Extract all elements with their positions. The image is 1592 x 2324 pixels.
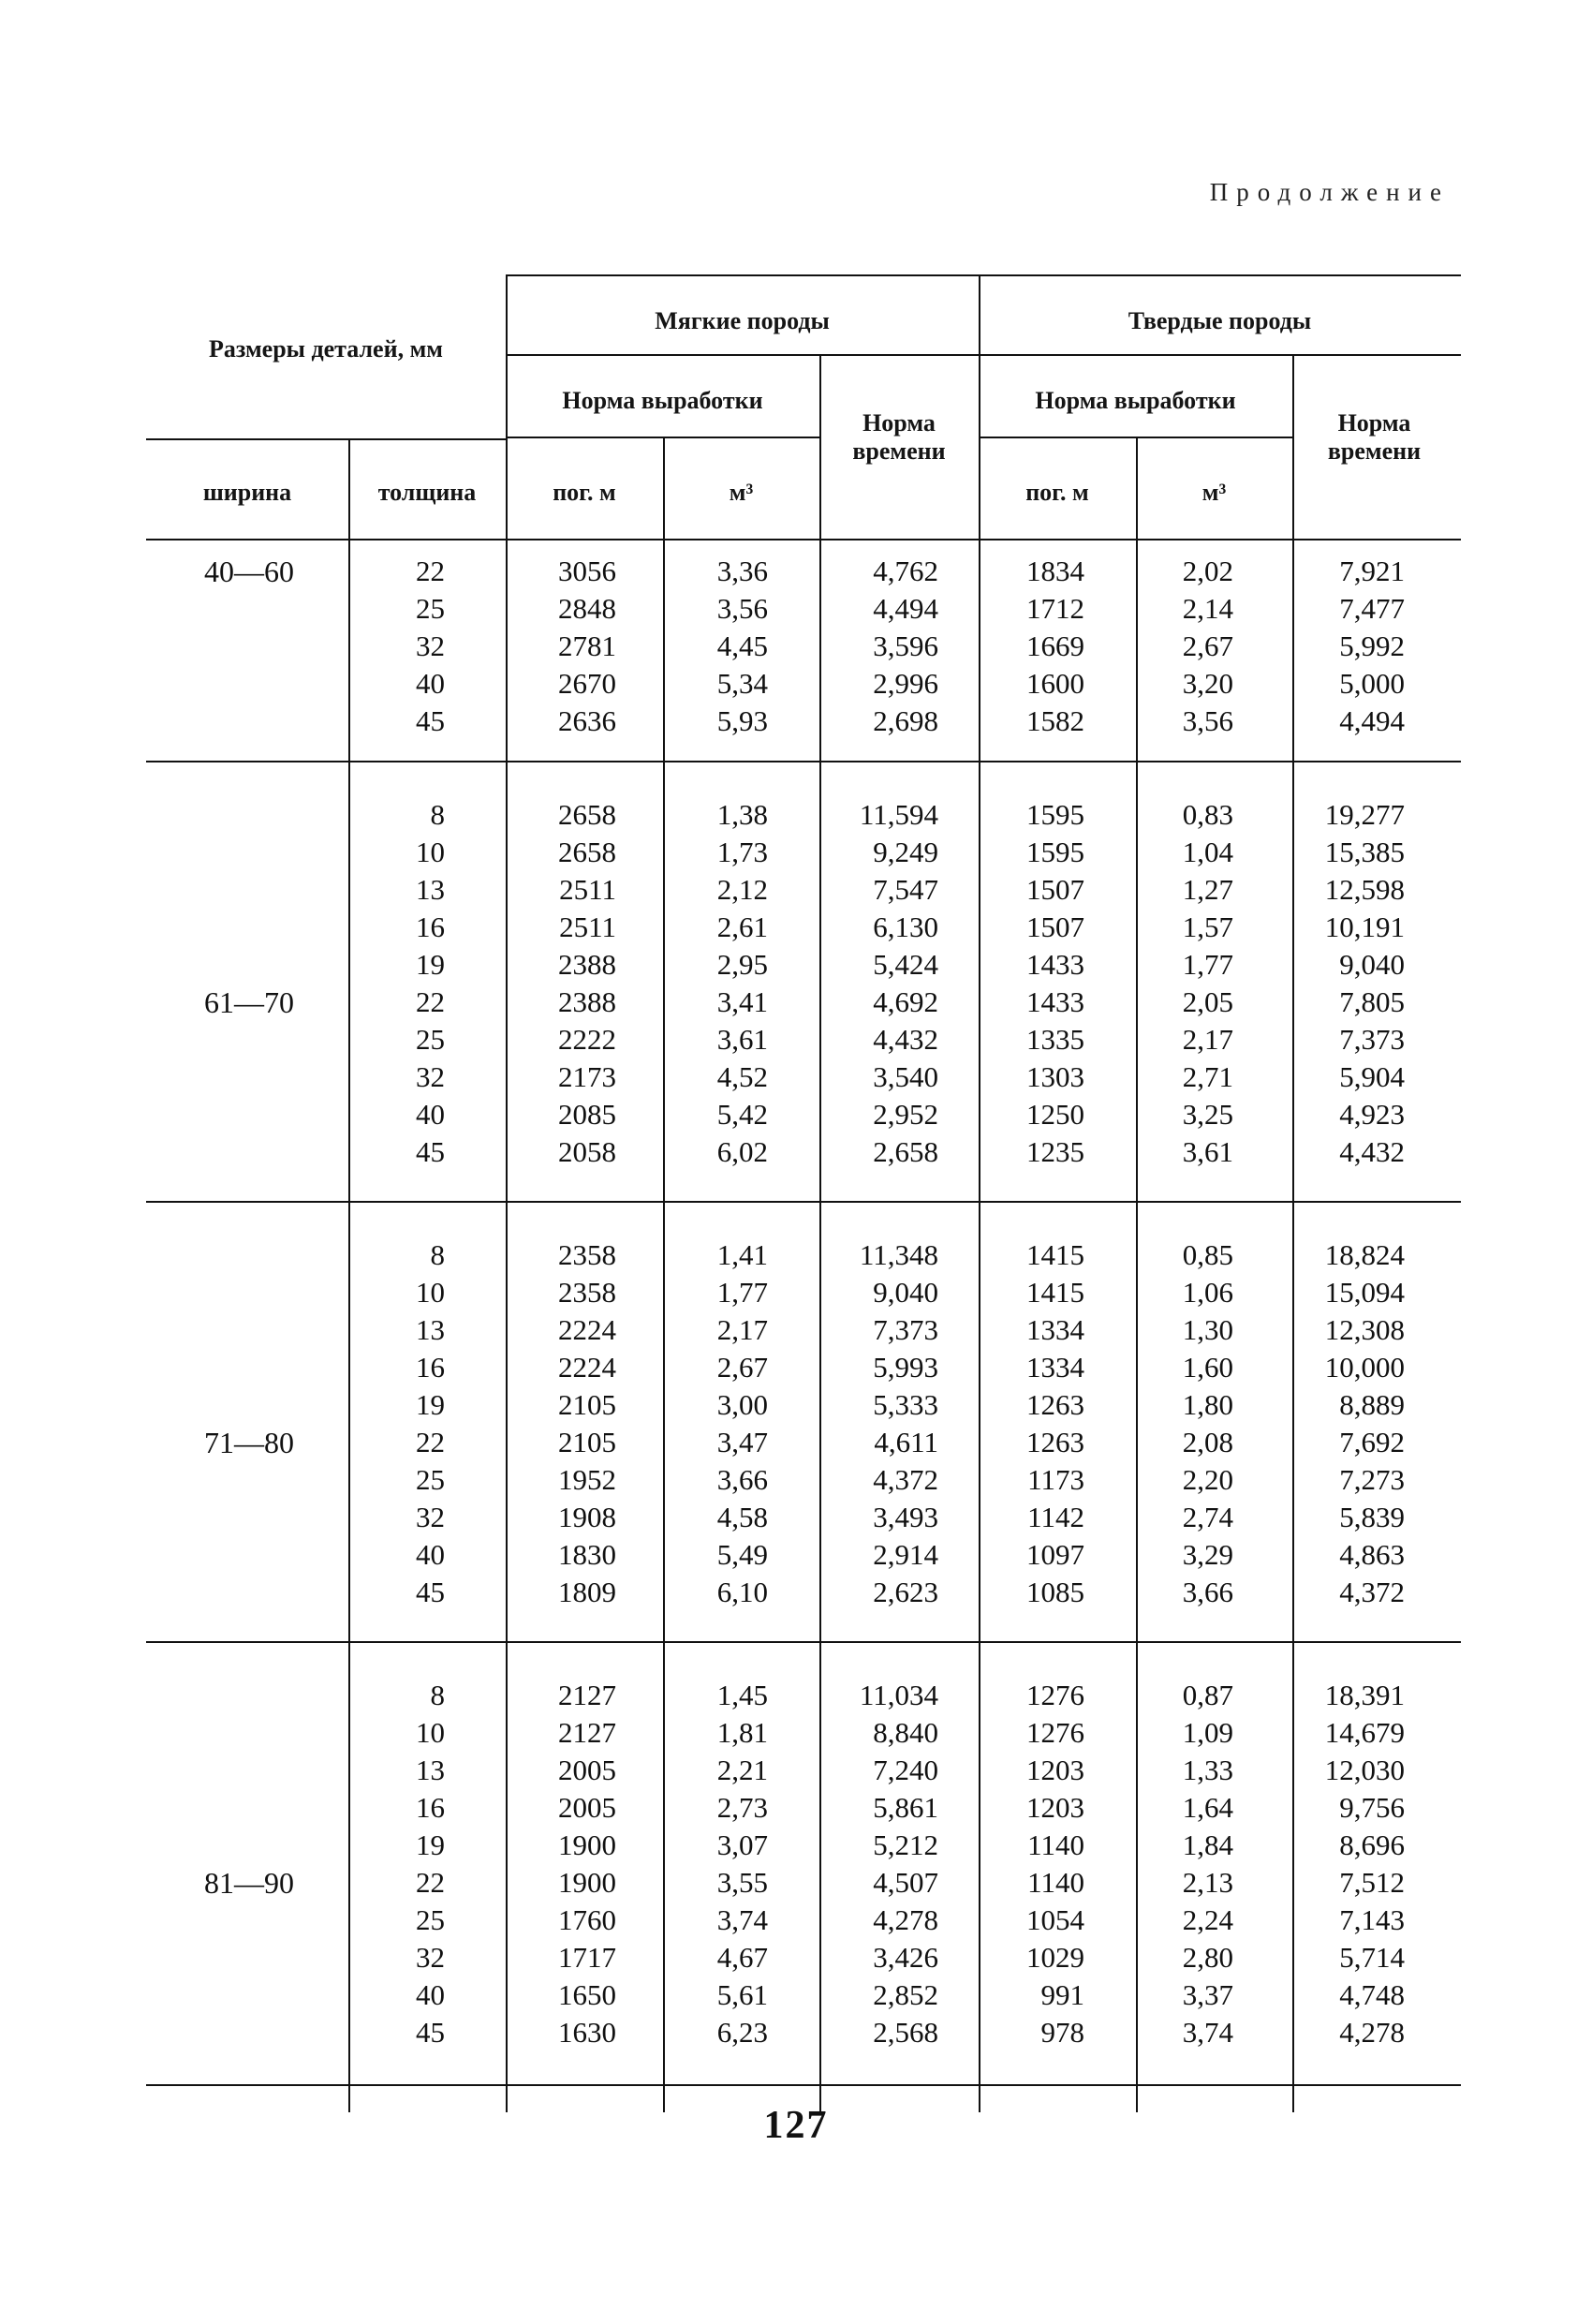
cell-hard-m3: 2,80: [1182, 1941, 1233, 1974]
cell-soft-pm: 1717: [558, 1941, 616, 1974]
cell-soft-time: 7,240: [873, 1754, 938, 1786]
cell-soft-m3: 5,34: [716, 667, 768, 700]
cell-soft-time: 6,130: [873, 910, 938, 943]
cell-soft-m3: 5,42: [716, 1098, 768, 1131]
page-number: 127: [763, 2104, 829, 2147]
cell-soft-pm: 2511: [559, 910, 616, 943]
cell-hard-m3: 2,20: [1182, 1463, 1233, 1496]
cell-hard-m3: 3,37: [1182, 1978, 1233, 2011]
cell-soft-pm: 2511: [559, 873, 616, 906]
cell-hard-time: 7,273: [1339, 1463, 1405, 1496]
cell-thickness: 19: [416, 1828, 445, 1861]
cell-hard-time: 12,598: [1324, 873, 1405, 906]
cell-hard-time: 10,191: [1324, 910, 1405, 943]
cell-hard-pm: 978: [1040, 2016, 1084, 2049]
cell-thickness: 13: [416, 1313, 445, 1346]
cell-soft-time: 2,852: [873, 1978, 938, 2011]
cell-hard-time: 5,839: [1339, 1501, 1405, 1533]
group-width-label: 40—60: [204, 555, 294, 588]
header-mid-rule: [506, 354, 1461, 356]
cell-soft-pm: 2658: [558, 798, 616, 831]
cell-hard-pm: 1507: [1026, 873, 1084, 906]
cell-hard-m3: 1,04: [1182, 836, 1233, 868]
cell-soft-m3: 1,41: [716, 1238, 768, 1271]
cell-hard-m3: 2,14: [1182, 592, 1233, 625]
cell-hard-time: 7,143: [1339, 1903, 1405, 1936]
cell-thickness: 40: [416, 1538, 445, 1571]
cell-hard-time: 4,278: [1339, 2016, 1405, 2049]
cell-soft-m3: 3,07: [716, 1828, 768, 1861]
cell-soft-time: 4,372: [873, 1463, 938, 1496]
cell-thickness: 16: [416, 1791, 445, 1824]
header-soft-time: Норма времени: [852, 409, 946, 465]
cell-hard-pm: 1507: [1026, 910, 1084, 943]
cell-hard-time: 7,921: [1339, 555, 1405, 587]
cell-thickness: 10: [416, 1716, 445, 1749]
cell-soft-time: 7,547: [873, 873, 938, 906]
cell-soft-pm: 2658: [558, 836, 616, 868]
column-rule: [348, 438, 350, 2112]
cell-soft-time: 3,426: [873, 1941, 938, 1974]
cell-hard-time: 7,512: [1339, 1866, 1405, 1899]
cell-hard-m3: 2,02: [1182, 555, 1233, 587]
cell-hard-m3: 3,74: [1182, 2016, 1233, 2049]
cell-hard-time: 19,277: [1324, 798, 1405, 831]
column-rule: [663, 437, 665, 2112]
cell-soft-m3: 3,41: [716, 985, 768, 1018]
group-separator-rule: [146, 1201, 1461, 1203]
cell-soft-pm: 1900: [558, 1828, 616, 1861]
cell-soft-time: 3,596: [873, 629, 938, 662]
cell-soft-pm: 2105: [558, 1388, 616, 1421]
cell-soft-m3: 6,02: [716, 1135, 768, 1168]
cell-thickness: 45: [416, 1135, 445, 1168]
column-rule: [1136, 437, 1138, 2112]
cell-thickness: 22: [416, 1426, 445, 1458]
cell-hard-time: 7,805: [1339, 985, 1405, 1018]
cell-hard-m3: 3,29: [1182, 1538, 1233, 1571]
cell-hard-m3: 3,25: [1182, 1098, 1233, 1131]
cell-hard-m3: 0,85: [1182, 1238, 1233, 1271]
cell-soft-pm: 2127: [558, 1716, 616, 1749]
cell-thickness: 25: [416, 1023, 445, 1056]
cell-hard-m3: 1,27: [1182, 873, 1233, 906]
cell-hard-pm: 1263: [1026, 1426, 1084, 1458]
cell-hard-m3: 1,60: [1182, 1351, 1233, 1384]
cell-hard-pm: 1433: [1026, 985, 1084, 1018]
cell-hard-time: 9,756: [1339, 1791, 1405, 1824]
cell-hard-time: 5,992: [1339, 629, 1405, 662]
cell-thickness: 16: [416, 910, 445, 943]
cell-hard-time: 4,923: [1339, 1098, 1405, 1131]
cell-soft-time: 8,840: [873, 1716, 938, 1749]
cell-hard-pm: 1334: [1026, 1351, 1084, 1384]
cell-hard-time: 5,904: [1339, 1060, 1405, 1093]
cell-soft-m3: 3,61: [716, 1023, 768, 1056]
cell-hard-m3: 1,64: [1182, 1791, 1233, 1824]
cell-soft-m3: 1,38: [716, 798, 768, 831]
cell-hard-m3: 2,08: [1182, 1426, 1233, 1458]
column-rule: [1292, 354, 1294, 2112]
cell-thickness: 13: [416, 873, 445, 906]
cell-thickness: 10: [416, 1276, 445, 1309]
cell-soft-m3: 2,12: [716, 873, 768, 906]
column-rule: [506, 274, 508, 2112]
cell-soft-time: 11,034: [859, 1679, 938, 1711]
cell-hard-m3: 1,80: [1182, 1388, 1233, 1421]
cell-hard-time: 7,477: [1339, 592, 1405, 625]
group-width-label: 81—90: [204, 1866, 294, 1900]
cell-hard-pm: 1334: [1026, 1313, 1084, 1346]
cell-soft-time: 4,432: [873, 1023, 938, 1056]
cell-soft-m3: 3,55: [716, 1866, 768, 1899]
cell-soft-time: 4,494: [873, 592, 938, 625]
cell-soft-m3: 5,61: [716, 1978, 768, 2011]
cell-hard-pm: 1415: [1026, 1238, 1084, 1271]
column-rule: [819, 354, 821, 2112]
cell-soft-time: 5,424: [873, 948, 938, 981]
cell-thickness: 45: [416, 1576, 445, 1608]
cell-hard-m3: 2,13: [1182, 1866, 1233, 1899]
cell-hard-time: 4,494: [1339, 704, 1405, 737]
header-hard-m3: м³: [1201, 479, 1227, 506]
cell-hard-pm: 1595: [1026, 836, 1084, 868]
cell-soft-pm: 1952: [558, 1463, 616, 1496]
cell-hard-pm: 1203: [1026, 1791, 1084, 1824]
cell-thickness: 22: [416, 985, 445, 1018]
cell-hard-m3: 2,24: [1182, 1903, 1233, 1936]
cell-soft-pm: 2222: [558, 1023, 616, 1056]
cell-hard-time: 4,372: [1339, 1576, 1405, 1608]
cell-soft-time: 2,996: [873, 667, 938, 700]
cell-soft-pm: 2173: [558, 1060, 616, 1093]
cell-hard-m3: 1,57: [1182, 910, 1233, 943]
cell-hard-pm: 1250: [1026, 1098, 1084, 1131]
cell-soft-pm: 2127: [558, 1679, 616, 1711]
cell-hard-time: 12,308: [1324, 1313, 1405, 1346]
cell-hard-pm: 991: [1040, 1978, 1084, 2011]
cell-thickness: 32: [416, 629, 445, 662]
cell-soft-m3: 2,95: [716, 948, 768, 981]
cell-hard-pm: 1097: [1026, 1538, 1084, 1571]
cell-hard-time: 15,094: [1324, 1276, 1405, 1309]
cell-hard-pm: 1595: [1026, 798, 1084, 831]
cell-hard-pm: 1140: [1027, 1828, 1084, 1861]
cell-hard-m3: 3,66: [1182, 1576, 1233, 1608]
cell-soft-pm: 3056: [558, 555, 616, 587]
header-width: ширина: [202, 479, 292, 506]
cell-soft-pm: 2224: [558, 1313, 616, 1346]
cell-hard-pm: 1203: [1026, 1754, 1084, 1786]
cell-soft-m3: 2,73: [716, 1791, 768, 1824]
group-width-label: 71—80: [204, 1426, 294, 1459]
cell-soft-pm: 1900: [558, 1866, 616, 1899]
cell-soft-m3: 2,21: [716, 1754, 768, 1786]
cell-hard-pm: 1276: [1026, 1679, 1084, 1711]
header-sizes: Размеры деталей, мм: [208, 335, 443, 363]
header-subrule-left: [146, 438, 506, 440]
cell-hard-m3: 1,84: [1182, 1828, 1233, 1861]
cell-thickness: 19: [416, 1388, 445, 1421]
cell-soft-m3: 3,00: [716, 1388, 768, 1421]
cell-hard-m3: 1,06: [1182, 1276, 1233, 1309]
continuation-label: Продолжение: [1209, 178, 1450, 206]
cell-hard-pm: 1600: [1026, 667, 1084, 700]
cell-soft-m3: 6,10: [716, 1576, 768, 1608]
cell-hard-time: 7,692: [1339, 1426, 1405, 1458]
cell-soft-time: 4,692: [873, 985, 938, 1018]
cell-thickness: 40: [416, 667, 445, 700]
cell-soft-pm: 1760: [558, 1903, 616, 1936]
cell-soft-m3: 1,81: [716, 1716, 768, 1749]
group-separator-rule: [146, 1641, 1461, 1643]
cell-soft-pm: 2388: [558, 948, 616, 981]
cell-hard-time: 4,748: [1339, 1978, 1405, 2011]
cell-thickness: 25: [416, 1903, 445, 1936]
cell-hard-pm: 1263: [1026, 1388, 1084, 1421]
cell-soft-m3: 3,74: [716, 1903, 768, 1936]
cell-hard-pm: 1335: [1026, 1023, 1084, 1056]
cell-soft-time: 4,611: [874, 1426, 938, 1458]
cell-soft-m3: 4,58: [716, 1501, 768, 1533]
cell-soft-pm: 2358: [558, 1276, 616, 1309]
cell-soft-pm: 1908: [558, 1501, 616, 1533]
cell-hard-pm: 1303: [1026, 1060, 1084, 1093]
group-separator-rule: [146, 2084, 1461, 2086]
cell-hard-time: 7,373: [1339, 1023, 1405, 1056]
cell-soft-m3: 5,49: [716, 1538, 768, 1571]
cell-hard-m3: 1,09: [1182, 1716, 1233, 1749]
cell-soft-pm: 2781: [558, 629, 616, 662]
cell-soft-time: 11,594: [859, 798, 938, 831]
cell-thickness: 22: [416, 1866, 445, 1899]
cell-thickness: 25: [416, 592, 445, 625]
cell-soft-time: 9,040: [873, 1276, 938, 1309]
cell-soft-pm: 2085: [558, 1098, 616, 1131]
cell-soft-pm: 2848: [558, 592, 616, 625]
header-soft-m3: м³: [729, 479, 754, 506]
cell-soft-pm: 2670: [558, 667, 616, 700]
cell-soft-m3: 3,56: [716, 592, 768, 625]
cell-soft-m3: 1,77: [716, 1276, 768, 1309]
cell-soft-pm: 2005: [558, 1791, 616, 1824]
cell-soft-pm: 2058: [558, 1135, 616, 1168]
cell-soft-pm: 2224: [558, 1351, 616, 1384]
cell-thickness: 32: [416, 1501, 445, 1533]
cell-hard-pm: 1582: [1026, 704, 1084, 737]
cell-thickness: 10: [416, 836, 445, 868]
cell-soft-pm: 1830: [558, 1538, 616, 1571]
cell-soft-time: 2,952: [873, 1098, 938, 1131]
header-bottom-rule: [146, 539, 1461, 540]
cell-soft-time: 4,507: [873, 1866, 938, 1899]
cell-thickness: 8: [430, 1679, 445, 1711]
cell-thickness: 32: [416, 1060, 445, 1093]
cell-hard-m3: 1,77: [1182, 948, 1233, 981]
cell-hard-time: 18,391: [1324, 1679, 1405, 1711]
column-rule: [979, 274, 980, 2112]
cell-hard-pm: 1235: [1026, 1135, 1084, 1168]
cell-soft-m3: 4,45: [716, 629, 768, 662]
header-soft-species: Мягкие породы: [655, 307, 830, 334]
cell-soft-pm: 2358: [558, 1238, 616, 1271]
header-hard-output: Норма выработки: [1035, 387, 1236, 414]
cell-soft-time: 3,493: [873, 1501, 938, 1533]
group-width-label: 61—70: [204, 985, 294, 1019]
cell-soft-pm: 1630: [558, 2016, 616, 2049]
cell-soft-m3: 2,61: [716, 910, 768, 943]
cell-hard-pm: 1669: [1026, 629, 1084, 662]
cell-hard-m3: 3,56: [1182, 704, 1233, 737]
cell-soft-m3: 2,67: [716, 1351, 768, 1384]
cell-thickness: 8: [430, 1238, 445, 1271]
cell-hard-pm: 1433: [1026, 948, 1084, 981]
cell-hard-time: 12,030: [1324, 1754, 1405, 1786]
cell-hard-pm: 1712: [1026, 592, 1084, 625]
group-separator-rule: [146, 761, 1461, 762]
cell-thickness: 40: [416, 1978, 445, 2011]
cell-hard-time: 5,000: [1339, 667, 1405, 700]
cell-soft-m3: 3,36: [716, 555, 768, 587]
cell-soft-time: 5,861: [873, 1791, 938, 1824]
cell-soft-time: 2,623: [873, 1576, 938, 1608]
cell-hard-pm: 1173: [1027, 1463, 1084, 1496]
header-soft-pm: пог. м: [553, 479, 616, 506]
cell-soft-time: 2,914: [873, 1538, 938, 1571]
cell-thickness: 45: [416, 704, 445, 737]
cell-hard-m3: 1,33: [1182, 1754, 1233, 1786]
cell-soft-m3: 6,23: [716, 2016, 768, 2049]
cell-hard-pm: 1834: [1026, 555, 1084, 587]
cell-soft-time: 9,249: [873, 836, 938, 868]
cell-hard-pm: 1276: [1026, 1716, 1084, 1749]
cell-soft-m3: 3,66: [716, 1463, 768, 1496]
cell-hard-time: 18,824: [1324, 1238, 1405, 1271]
cell-thickness: 13: [416, 1754, 445, 1786]
cell-soft-m3: 5,93: [716, 704, 768, 737]
cell-soft-time: 7,373: [873, 1313, 938, 1346]
header-top-rule: [506, 274, 1461, 276]
cell-hard-time: 14,679: [1324, 1716, 1405, 1749]
cell-hard-time: 10,000: [1324, 1351, 1405, 1384]
cell-soft-time: 5,993: [873, 1351, 938, 1384]
cell-thickness: 19: [416, 948, 445, 981]
cell-soft-m3: 4,67: [716, 1941, 768, 1974]
cell-hard-time: 4,863: [1339, 1538, 1405, 1571]
cell-thickness: 45: [416, 2016, 445, 2049]
cell-hard-m3: 2,74: [1182, 1501, 1233, 1533]
cell-soft-time: 4,762: [873, 555, 938, 587]
header-thickness: толщина: [377, 479, 477, 506]
cell-hard-time: 5,714: [1339, 1941, 1405, 1974]
header-soft-output: Норма выработки: [562, 387, 763, 414]
cell-soft-time: 4,278: [873, 1903, 938, 1936]
cell-hard-pm: 1142: [1027, 1501, 1084, 1533]
cell-thickness: 40: [416, 1098, 445, 1131]
cell-soft-m3: 1,45: [716, 1679, 768, 1711]
cell-soft-time: 5,333: [873, 1388, 938, 1421]
cell-hard-m3: 2,71: [1182, 1060, 1233, 1093]
cell-hard-time: 4,432: [1339, 1135, 1405, 1168]
cell-soft-pm: 2005: [558, 1754, 616, 1786]
cell-hard-m3: 3,61: [1182, 1135, 1233, 1168]
header-hard-time: Норма времени: [1327, 409, 1422, 465]
cell-thickness: 16: [416, 1351, 445, 1384]
cell-soft-pm: 2105: [558, 1426, 616, 1458]
cell-soft-pm: 1650: [558, 1978, 616, 2011]
cell-thickness: 8: [430, 798, 445, 831]
cell-hard-m3: 2,67: [1182, 629, 1233, 662]
cell-soft-time: 2,698: [873, 704, 938, 737]
cell-hard-m3: 2,05: [1182, 985, 1233, 1018]
cell-soft-time: 2,568: [873, 2016, 938, 2049]
cell-hard-time: 8,696: [1339, 1828, 1405, 1861]
cell-thickness: 25: [416, 1463, 445, 1496]
cell-hard-m3: 2,17: [1182, 1023, 1233, 1056]
cell-soft-m3: 2,17: [716, 1313, 768, 1346]
cell-soft-time: 3,540: [873, 1060, 938, 1093]
cell-soft-time: 5,212: [873, 1828, 938, 1861]
cell-hard-pm: 1029: [1026, 1941, 1084, 1974]
cell-hard-time: 8,889: [1339, 1388, 1405, 1421]
cell-hard-m3: 0,87: [1182, 1679, 1233, 1711]
cell-soft-m3: 1,73: [716, 836, 768, 868]
cell-soft-pm: 2388: [558, 985, 616, 1018]
cell-hard-m3: 3,20: [1182, 667, 1233, 700]
cell-hard-m3: 1,30: [1182, 1313, 1233, 1346]
cell-soft-pm: 2636: [558, 704, 616, 737]
cell-thickness: 32: [416, 1941, 445, 1974]
cell-hard-pm: 1140: [1027, 1866, 1084, 1899]
cell-soft-pm: 1809: [558, 1576, 616, 1608]
cell-hard-m3: 0,83: [1182, 798, 1233, 831]
cell-thickness: 22: [416, 555, 445, 587]
header-hard-species: Твердые породы: [1128, 307, 1312, 334]
cell-hard-pm: 1085: [1026, 1576, 1084, 1608]
cell-hard-time: 15,385: [1324, 836, 1405, 868]
cell-hard-pm: 1054: [1026, 1903, 1084, 1936]
header-hard-pm: пог. м: [1025, 479, 1089, 506]
cell-soft-time: 2,658: [873, 1135, 938, 1168]
cell-hard-time: 9,040: [1339, 948, 1405, 981]
cell-hard-pm: 1415: [1026, 1276, 1084, 1309]
cell-soft-m3: 4,52: [716, 1060, 768, 1093]
cell-soft-time: 11,348: [859, 1238, 938, 1271]
cell-soft-m3: 3,47: [716, 1426, 768, 1458]
